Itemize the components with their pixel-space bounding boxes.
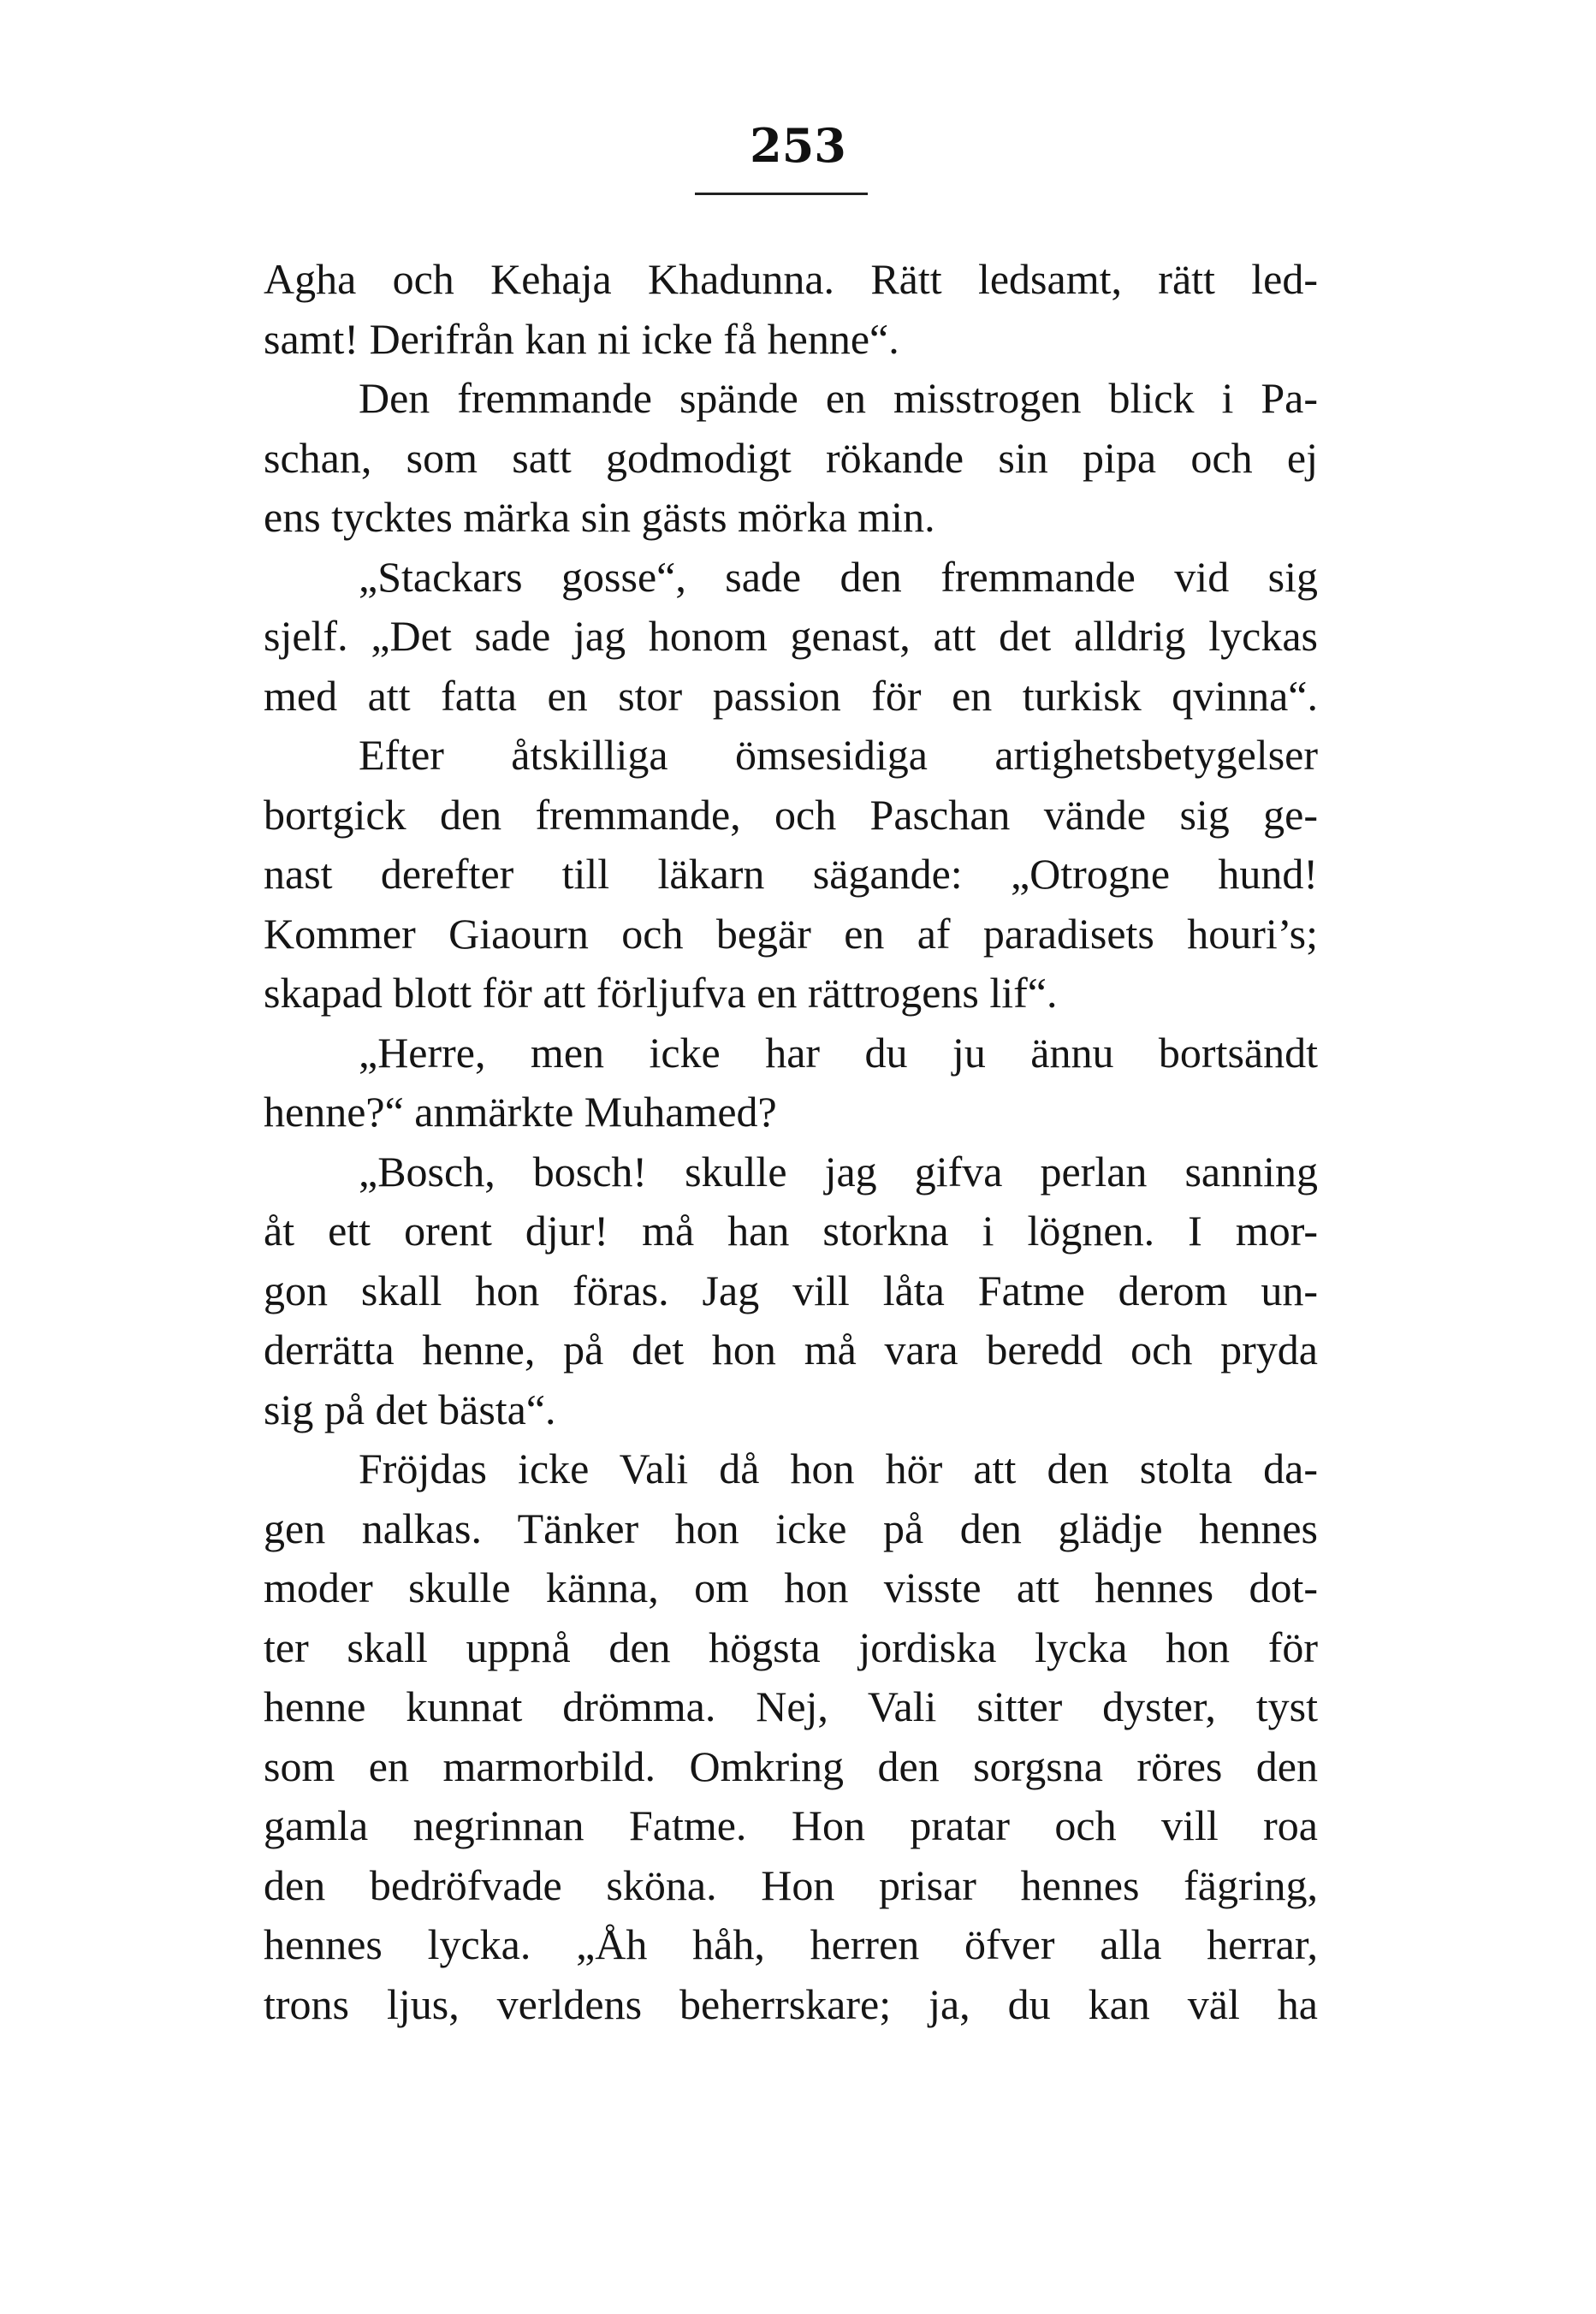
text-line: sjelf. „Det sade jag honom genast, att det alldrig lyckas (264, 612, 1318, 660)
page-number: 253 (750, 118, 846, 173)
text-line: sig på det bästa“. (264, 1385, 556, 1433)
text-line: samt! Derifrån kan ni icke få henne“. (264, 314, 899, 363)
text-line: „Stackars gosse“, sade den fremmande vid sig (359, 552, 1318, 601)
text-line: Fröjdas icke Vali då hon hör att den stolta da- (359, 1445, 1318, 1492)
text-line: trons ljus, verldens beherrskare; ja, du kan väl ha (264, 1979, 1318, 2028)
text-line: Agha och Kehaja Khadunna. Rätt ledsamt, rätt led- (264, 255, 1318, 303)
text-line: hennes lycka. „Åh håh, herren öfver alla herrar, (264, 1920, 1318, 1968)
body-text (264, 250, 1318, 2034)
text-line: Den fremmande spände en misstrogen blick i Pa- (359, 374, 1318, 422)
text-line: „Herre, men icke har du ju ännu bortsändt (359, 1028, 1318, 1077)
text-line: henne kunnat drömma. Nej, Vali sitter dyster, tyst (264, 1682, 1318, 1730)
text-line: moder skulle känna, om hon visste att hennes dot- (264, 1563, 1318, 1611)
text-line: gon skall hon föras. Jag vill låta Fatme derom un- (264, 1266, 1318, 1314)
text-line: den bedröfvade sköna. Hon prisar hennes fägring, (264, 1860, 1318, 1909)
text-line: „Bosch, bosch! skulle jag gifva perlan sanning (359, 1147, 1318, 1196)
text-line: henne?“ anmärkte Muhamed? (264, 1088, 777, 1136)
text-line: nast derefter till läkarn sägande: „Otrogne hund! (264, 850, 1318, 898)
text-line: gamla negrinnan Fatme. Hon pratar och vill roa (264, 1801, 1318, 1849)
header-rule (695, 193, 868, 195)
text-line: bortgick den fremmande, och Paschan vände sig ge- (264, 790, 1318, 839)
text-line: gen nalkas. Tänker hon icke på den glädje hennes (264, 1504, 1318, 1552)
text-line: Efter åtskilliga ömsesidiga artighetsbetygelser (359, 731, 1318, 779)
text-line: med att fatta en stor passion för en turkisk qvinna“. (264, 671, 1318, 720)
text-line: som en marmorbild. Omkring den sorgsna röres den (264, 1741, 1318, 1790)
text-line: ter skall uppnå den högsta jordiska lycka hon för (264, 1623, 1318, 1671)
text-line: ens tycktes märka sin gästs mörka min. (264, 493, 935, 541)
text-line: schan, som satt godmodigt rökande sin pipa och ej (264, 433, 1318, 482)
text-line: Kommer Giaourn och begär en af paradisets houri’s; (264, 909, 1318, 958)
text-line: skapad blott för att förljufva en rättrogens lif“. (264, 969, 1058, 1017)
text-line: åt ett orent djur! må han storkna i lögnen. I mor- (264, 1207, 1318, 1255)
text-line: derrätta henne, på det hon må vara beredd och pryda (264, 1326, 1318, 1374)
